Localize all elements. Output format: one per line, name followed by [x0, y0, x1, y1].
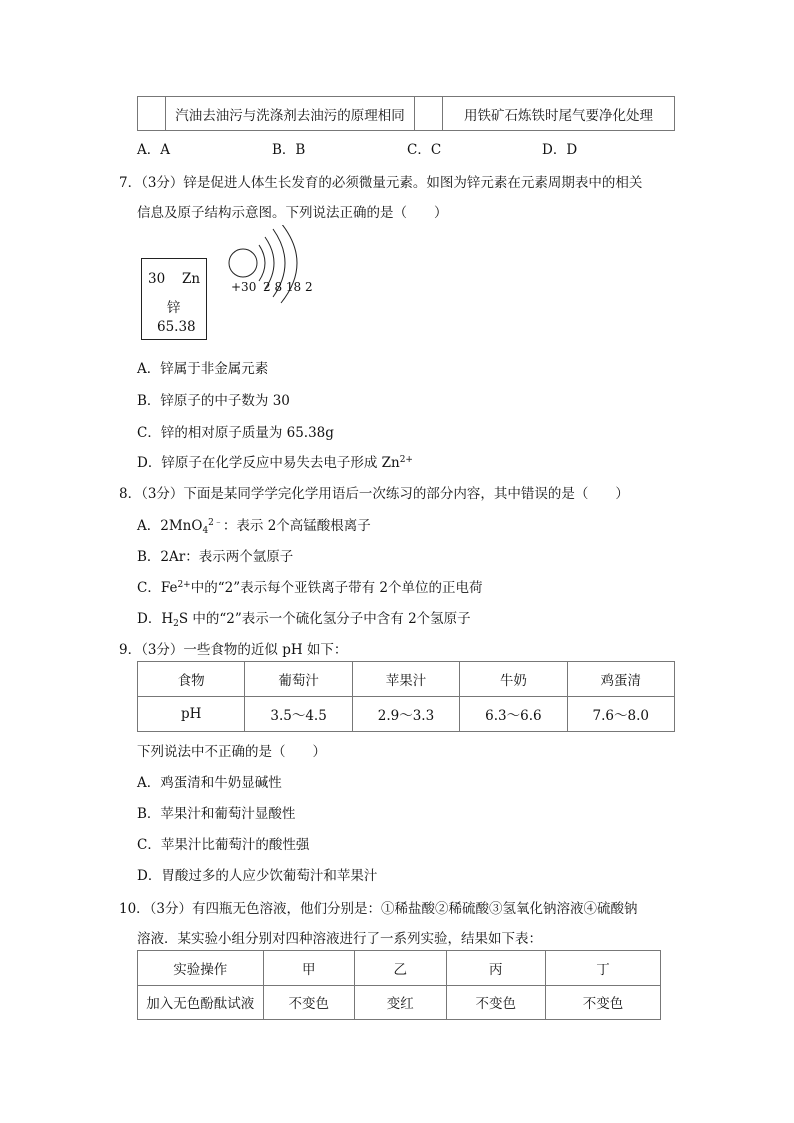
table-cell: 6.3～6.6 [460, 697, 567, 732]
q10-stem-line2: 溶液．某实验小组分别对四种溶液进行了一系列实验，结果如下表： [137, 931, 542, 947]
table-row [138, 662, 675, 697]
top-table-cell: 用铁矿石炼铁时尾气要净化处理 [443, 97, 675, 131]
q6-option-a: A．A [137, 142, 170, 158]
q7-option-d-sup: 2+ [399, 455, 413, 465]
q9-stem: 9．（3分）一些食物的近似 pH 如下： [119, 642, 348, 658]
q7-stem-line1: 7．（3分）锌是促进人体生长发育的必须微量元素。如图为锌元素在元素周期表中的相关 [119, 175, 643, 191]
table-row [138, 985, 661, 1020]
q8-option-a-sup: 2﹣ [208, 518, 223, 528]
table-cell: 2.9～3.3 [352, 697, 459, 732]
q9-option-c: C．苹果汁比葡萄汁的酸性强 [137, 837, 310, 853]
q8-option-d-suffix: S 中的“2”表示一个硫化氢分子中含有 2个氢原子 [178, 611, 471, 627]
q7-option-d [137, 451, 413, 471]
table-header-cell: 苹果汁 [352, 662, 459, 697]
electron-shells-label: 2 8 18 2 [263, 280, 313, 294]
q8-option-a-prefix: A．2MnO [137, 518, 203, 534]
q7-stem-line2: 信息及原子结构示意图。下列说法正确的是（ ） [137, 205, 448, 221]
q8-option-c-suffix: 中的“2”表示每个亚铁离子带有 2个单位的正电荷 [190, 580, 483, 596]
table-header-cell: 丁 [545, 951, 660, 986]
table-cell: 不变色 [545, 985, 660, 1020]
table-header-cell: 葡萄汁 [245, 662, 352, 697]
table-header-cell: 牛奶 [460, 662, 567, 697]
element-mass: 65.38 [157, 319, 196, 335]
q7-option-c: C．锌的相对原子质量为 65.38g [137, 425, 334, 441]
q8-option-c [137, 576, 483, 596]
q6-option-b: B．B [272, 142, 306, 158]
table-row [138, 697, 675, 732]
table-row [138, 951, 661, 986]
q9-option-d: D．胃酸过多的人应少饮葡萄汁和苹果汁 [137, 868, 378, 884]
q8-option-a-suffix: ：表示 2个高锰酸根离子 [222, 518, 371, 534]
table-header-cell: 食物 [138, 662, 245, 697]
element-box [141, 258, 207, 340]
q9-question: 下列说法中不正确的是（ ） [137, 744, 326, 760]
table-cell: 3.5～4.5 [245, 697, 352, 732]
q6-option-c: C．C [407, 142, 442, 158]
q9-option-b: B．苹果汁和葡萄汁显酸性 [137, 806, 296, 822]
q8-option-b: B．2Ar：表示两个氩原子 [137, 549, 294, 565]
q6-option-d: D．D [542, 142, 578, 158]
q8-stem: 8．（3分）下面是某同学学完化学用语后一次练习的部分内容，其中错误的是（ ） [119, 486, 629, 502]
top-table-cell [415, 97, 443, 131]
q8-option-c-prefix: C．Fe [137, 580, 178, 596]
q10-stem-line1: 10．（3分）有四瓶无色溶液，他们分别是：①稀盐酸②稀硫酸③氢氧化钠溶液④硫酸钠 [119, 901, 638, 917]
q8-option-a [137, 514, 371, 536]
electron-shell-1 [259, 245, 265, 281]
q8-option-d [137, 607, 471, 629]
q10-experiment-table [137, 950, 661, 1020]
table-cell: 变红 [355, 985, 447, 1020]
table-header-cell: 甲 [263, 951, 355, 986]
nucleus-label: +30 [231, 280, 257, 294]
q7-option-d-text: D．锌原子在化学反应中易失去电子形成 Zn [137, 455, 400, 471]
element-name: 锌 [167, 300, 181, 316]
nucleus-circle [229, 249, 257, 277]
q8-option-c-sup: 2+ [177, 580, 191, 590]
q9-ph-table [137, 661, 675, 732]
element-number: 30 [148, 271, 166, 287]
q7-option-a: A．锌属于非金属元素 [137, 361, 269, 377]
table-cell: pH [138, 697, 245, 732]
q8-option-d-sub: 2 [173, 619, 179, 629]
q8-option-d-prefix: D．H [137, 611, 174, 627]
q9-option-a: A．鸡蛋清和牛奶显碱性 [137, 775, 282, 791]
table-header-cell: 实验操作 [138, 951, 264, 986]
top-table-cell [138, 97, 166, 131]
table-cell: 7.6～8.0 [567, 697, 674, 732]
q8-option-a-sub: 4 [202, 526, 209, 536]
element-symbol: Zn [182, 271, 201, 287]
top-table-cell: 汽油去油污与洗涤剂去油污的原理相同 [166, 97, 415, 131]
table-cell: 加入无色酚酞试液 [138, 985, 264, 1020]
table-cell: 不变色 [446, 985, 545, 1020]
table-header-cell: 鸡蛋清 [567, 662, 674, 697]
table-header-cell: 乙 [355, 951, 447, 986]
table-header-cell: 丙 [446, 951, 545, 986]
top-table [137, 96, 675, 131]
table-cell: 不变色 [263, 985, 355, 1020]
q7-option-b: B．锌原子的中子数为 30 [137, 393, 290, 409]
